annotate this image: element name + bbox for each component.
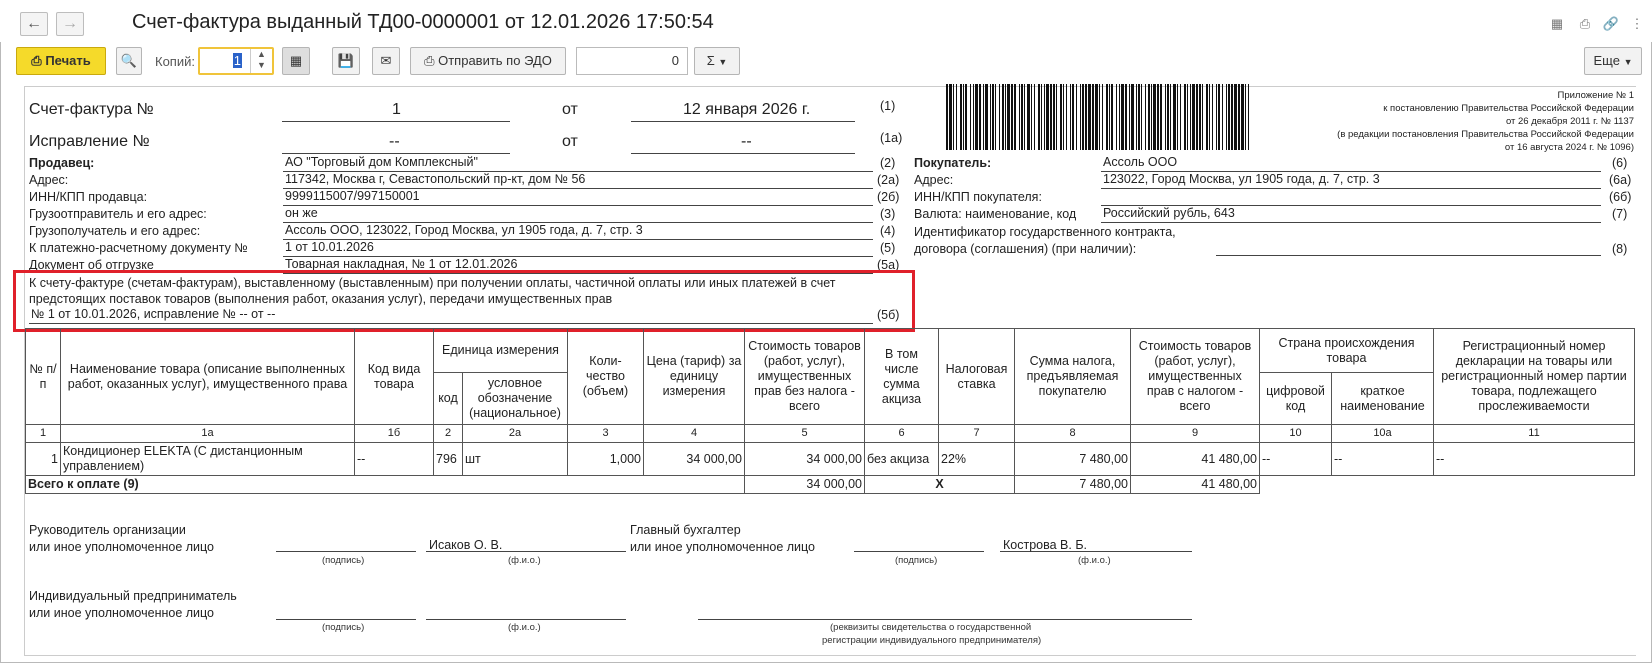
sum-field[interactable]: 0 <box>576 47 688 75</box>
cell-kind-code: -- <box>355 443 434 476</box>
sigma-icon: Σ <box>706 53 715 68</box>
barcode-bar <box>1125 84 1127 150</box>
col-number: 2 <box>434 425 463 443</box>
barcode-bar <box>1199 84 1201 150</box>
code-5b: (5б) <box>877 308 900 322</box>
barcode-bar <box>1226 84 1227 150</box>
barcode-bar <box>1209 84 1210 150</box>
arrow-right-icon[interactable]: → <box>56 12 84 36</box>
buyer-inn-label: ИНН/КПП покупателя: <box>914 190 1042 204</box>
barcode-bar <box>1095 84 1098 150</box>
ip-name-line <box>426 619 626 620</box>
head-label-1: Руководитель организации <box>29 523 186 537</box>
shipment-doc-label: Документ об отгрузке <box>29 258 154 272</box>
cell-tax-sum: 7 480,00 <box>1015 443 1131 476</box>
barcode-bar <box>1216 84 1217 150</box>
header-qty: Коли-чество (объем) <box>568 329 644 425</box>
code-6a: (6а) <box>1609 173 1632 187</box>
advance-line-1: К счету-фактуре (счетам-фактурам), выставленному (выставленным) при получении оплаты, частичной оплаты или иных платежей в счет <box>29 276 836 290</box>
barcode-bar <box>1080 84 1081 150</box>
code-3: (3) <box>880 207 896 221</box>
copies-label: Копий: <box>155 54 195 69</box>
barcode-bar <box>1063 84 1064 150</box>
barcode-bar <box>1141 84 1142 150</box>
barcode-bar <box>1222 84 1223 150</box>
cell-cost-with-tax: 41 480,00 <box>1131 443 1260 476</box>
barcode-bar <box>1145 84 1146 150</box>
barcode-bar <box>1024 84 1025 150</box>
cell-reg-number: -- <box>1434 443 1635 476</box>
note-line: (в редакции постановления Правительства Российской Федерации <box>1337 129 1634 140</box>
barcode-bar <box>1131 84 1134 150</box>
contract-value-line <box>1216 255 1601 256</box>
print-label: Печать <box>45 53 91 68</box>
barcode-bar <box>975 84 978 150</box>
barcode-bar <box>1121 84 1124 150</box>
cell-unit-code: 796 <box>434 443 463 476</box>
header-country-name: краткое наименование <box>1332 373 1434 425</box>
table-settings-icon[interactable]: ▦ <box>282 47 310 75</box>
barcode-bar <box>965 84 967 150</box>
sum-dropdown[interactable] <box>694 47 740 75</box>
barcode-bar <box>1173 84 1176 150</box>
col-number: 1 <box>26 425 61 443</box>
barcode-bar <box>949 84 952 150</box>
buyer-address-label: Адрес: <box>914 173 954 187</box>
barcode-bar <box>1180 84 1181 150</box>
barcode-bar <box>1044 84 1045 150</box>
barcode-bar <box>979 84 981 150</box>
shipment-doc-value: Товарная накладная, № 1 от 12.01.2026 <box>283 257 873 274</box>
ip-fio-caption: (ф.и.о.) <box>508 622 541 633</box>
consignee-label: Грузополучатель и его адрес: <box>29 224 201 238</box>
barcode-bar <box>995 84 996 150</box>
accountant-label-1: Главный бухгалтер <box>630 523 741 537</box>
more-button[interactable] <box>1584 47 1642 75</box>
code-4: (4) <box>880 224 896 238</box>
barcode-bar <box>953 84 954 150</box>
code-7: (7) <box>1612 207 1628 221</box>
contract-label-1: Идентификатор государственного контракта, <box>914 225 1176 239</box>
barcode-bar <box>1111 84 1113 150</box>
barcode-bar <box>1160 84 1162 150</box>
more-icon[interactable]: ⋮ <box>1630 16 1644 31</box>
ip-label-1: Индивидуальный предприниматель <box>29 589 237 603</box>
head-sign-caption: (подпись) <box>322 555 365 566</box>
head-label-2: или иное уполномоченное лицо <box>29 540 215 554</box>
head-name: Исаков О. В. <box>429 538 503 552</box>
ip-cert-line <box>698 619 1192 620</box>
payment-doc-label: К платежно-расчетному документу № <box>29 241 248 255</box>
seller-value: АО "Торговый дом Комплексный" <box>283 155 873 172</box>
barcode-bar <box>1060 84 1062 150</box>
header-tax-sum: Сумма налога, предъявляемая покупателю <box>1015 329 1131 425</box>
header-unit-code: код <box>434 373 463 425</box>
cell-qty: 1,000 <box>568 443 644 476</box>
goods-table <box>25 328 1635 494</box>
header-tax-rate: Налоговая ставка <box>939 329 1015 425</box>
col-number: 1а <box>61 425 355 443</box>
correction-number-line <box>282 153 510 154</box>
invoice-number-line <box>282 121 510 122</box>
code-2b: (2б) <box>877 190 900 204</box>
barcode-bar <box>1034 84 1035 150</box>
preview-icon[interactable]: 🔍 <box>116 47 142 75</box>
consignee-value: Ассоль ООО, 123022, Город Москва, ул 1905 года, д. 7, стр. 3 <box>283 223 873 240</box>
code-5a: (5а) <box>877 258 900 272</box>
barcode-image <box>946 84 1252 150</box>
note-line: Приложение № 1 <box>1557 90 1634 101</box>
seller-address-value: 117342, Москва г, Севастопольский пр-кт, дом № 56 <box>283 172 873 189</box>
copies-value: 1 <box>233 53 241 68</box>
from-label: от <box>562 101 578 118</box>
barcode-bar <box>992 84 994 150</box>
edo-icon: ⎙ <box>424 53 435 68</box>
barcode-bar <box>1007 84 1010 150</box>
col-number: 2а <box>463 425 568 443</box>
table-row <box>26 443 1635 476</box>
accountant-fio-caption: (ф.и.о.) <box>1078 555 1111 566</box>
barcode-bar <box>946 84 948 150</box>
barcode-bar <box>1212 84 1213 150</box>
barcode-bar <box>1196 84 1198 150</box>
total-with-tax: 41 480,00 <box>1131 476 1260 494</box>
ip-cert-caption-1: (реквизиты свидетельства о государственной <box>830 622 1032 633</box>
arrow-left-icon[interactable]: ← <box>20 12 48 36</box>
note-line: от 16 августа 2024 г. № 1096) <box>1504 142 1634 153</box>
barcode-bar <box>1099 84 1100 150</box>
code-8: (8) <box>1612 242 1628 256</box>
barcode-bar <box>1082 84 1084 150</box>
code-6: (6) <box>1612 156 1628 170</box>
seller-label: Продавец: <box>29 156 95 170</box>
accountant-sign-caption: (подпись) <box>895 555 938 566</box>
seller-address-label: Адрес: <box>29 173 69 187</box>
col-number: 3 <box>568 425 644 443</box>
contract-label-2: договора (соглашения) (при наличии): <box>914 242 1137 256</box>
barcode-bar <box>1041 84 1042 150</box>
accountant-sign-line <box>854 551 984 552</box>
barcode-bar <box>1031 84 1032 150</box>
cell-unit-name: шт <box>463 443 568 476</box>
barcode-bar <box>1070 84 1071 150</box>
mail-icon[interactable]: ✉ <box>372 47 400 75</box>
header-excise: В том числе сумма акциза <box>865 329 939 425</box>
send-edo-label: Отправить по ЭДО <box>438 53 552 68</box>
buyer-address-value: 123022, Город Москва, ул 1905 года, д. 7, стр. 3 <box>1101 172 1601 189</box>
barcode-bar <box>1021 84 1023 150</box>
total-excise: X <box>865 476 1015 494</box>
ip-sign-caption: (подпись) <box>322 622 365 633</box>
total-cost-no-tax: 34 000,00 <box>745 476 865 494</box>
window-title: Счет-фактура выданный ТД00-0000001 от 12.01.2026 17:50:54 <box>132 11 714 33</box>
barcode-bar <box>1011 84 1013 150</box>
shipper-value: он же <box>283 206 873 223</box>
col-number: 11 <box>1434 425 1635 443</box>
buyer-value: Ассоль ООО <box>1101 155 1601 172</box>
code-2: (2) <box>880 156 896 170</box>
save-icon[interactable]: ▦ <box>1550 16 1564 31</box>
barcode-bar <box>1088 84 1091 150</box>
table-header-row <box>26 329 1635 373</box>
code-1a: (1а) <box>880 131 903 145</box>
barcode-bar <box>1092 84 1094 150</box>
barcode-bar <box>960 84 962 150</box>
payment-doc-value: 1 от 10.01.2026 <box>283 240 873 257</box>
barcode-bar <box>1116 84 1117 150</box>
accountant-label-2: или иное уполномоченное лицо <box>630 540 816 554</box>
title-bar <box>0 0 1652 42</box>
invoice-date-line <box>631 121 855 122</box>
barcode-bar <box>1027 84 1030 150</box>
barcode-bar <box>1038 84 1040 150</box>
col-number: 6 <box>865 425 939 443</box>
more-label: Еще <box>1593 53 1620 68</box>
print-button[interactable] <box>16 47 106 75</box>
barcode-bar <box>1066 84 1067 150</box>
barcode-bar <box>973 84 974 150</box>
code-2a: (2а) <box>877 173 900 187</box>
col-number: 1б <box>355 425 434 443</box>
barcode-bar <box>1148 84 1150 150</box>
barcode-bar <box>1138 84 1140 150</box>
header-cost-with-tax: Стоимость товаров (работ, услуг), имущественных прав с налогом - всего <box>1131 329 1260 425</box>
advance-line-2: предстоящих поставок товаров (выполнения работ, оказания услуг), передачи имущественных прав <box>29 292 613 306</box>
barcode-bar <box>970 84 971 150</box>
printer-icon: ⎙ <box>31 53 42 68</box>
toolbar <box>0 44 1652 78</box>
code-5: (5) <box>880 241 896 255</box>
barcode-bar <box>1136 84 1137 150</box>
col-number: 9 <box>1131 425 1260 443</box>
cell-price: 34 000,00 <box>644 443 745 476</box>
note-line: от 26 декабря 2011 г. № 1137 <box>1505 116 1634 127</box>
cell-name: Кондиционер ELEKTA (С дистанционным управлением) <box>61 443 355 476</box>
barcode-bar <box>1151 84 1152 150</box>
correction-date: -- <box>741 133 752 150</box>
barcode-bar <box>1157 84 1159 150</box>
cell-excise: без акциза <box>865 443 939 476</box>
legal-note <box>1230 89 1634 154</box>
head-fio-caption: (ф.и.о.) <box>508 555 541 566</box>
barcode-bar <box>1050 84 1052 150</box>
ip-cert-caption-2: регистрации индивидуального предпринимателя) <box>822 635 1042 646</box>
code-1: (1) <box>880 99 896 113</box>
correction-from-label: от <box>562 133 578 150</box>
barcode-bar <box>1177 84 1178 150</box>
total-empty <box>1260 476 1635 494</box>
correction-date-line <box>631 153 855 154</box>
advance-value: № 1 от 10.01.2026, исправление № -- от -- <box>29 307 873 324</box>
cell-num: 1 <box>26 443 61 476</box>
cell-tax-rate: 22% <box>939 443 1015 476</box>
invoice-number: 1 <box>392 101 401 118</box>
currency-label: Валюта: наименование, код <box>914 207 1077 221</box>
table-colnum-row <box>26 425 1635 443</box>
barcode-bar <box>1019 84 1020 150</box>
barcode-bar <box>1192 84 1195 150</box>
accountant-name: Кострова В. Б. <box>1003 538 1087 552</box>
barcode-bar <box>1014 84 1016 150</box>
barcode-bar <box>1005 84 1006 150</box>
invoice-label: Счет-фактура № <box>29 101 154 118</box>
col-number: 5 <box>745 425 865 443</box>
note-line: к постановлению Правительства Российской Федерации <box>1383 103 1634 114</box>
ip-sign-line <box>276 619 416 620</box>
header-kind-code: Код вида товара <box>355 329 434 425</box>
barcode-bar <box>1076 84 1077 150</box>
barcode-bar <box>1184 84 1186 150</box>
barcode-bar <box>983 84 984 150</box>
barcode-bar <box>1046 84 1049 150</box>
barcode-bar <box>956 84 957 150</box>
barcode-bar <box>1072 84 1074 150</box>
barcode-bar <box>1165 84 1166 150</box>
seller-inn-label: ИНН/КПП продавца: <box>29 190 148 204</box>
barcode-bar <box>1056 84 1057 150</box>
header-price: Цена (тариф) за единицу измерения <box>644 329 745 425</box>
header-country-code: цифровой код <box>1260 373 1332 425</box>
barcode-bar <box>1053 84 1055 150</box>
head-sign-line <box>276 551 416 552</box>
cell-country-code: -- <box>1260 443 1332 476</box>
barcode-bar <box>1153 84 1156 150</box>
barcode-bar <box>1109 84 1110 150</box>
barcode-bar <box>990 84 991 150</box>
copies-input[interactable] <box>198 47 274 75</box>
chevron-down-icon: ▼ <box>1623 57 1633 67</box>
barcode-bar <box>1170 84 1171 150</box>
cell-country-name: -- <box>1332 443 1434 476</box>
col-number: 8 <box>1015 425 1131 443</box>
barcode-bar <box>999 84 1000 150</box>
buyer-label: Покупатель: <box>914 156 992 170</box>
header-reg-number: Регистрационный номер декларации на товары или регистрационный номер партии товара, подлежащего прослеживаемости <box>1434 329 1635 425</box>
total-tax: 7 480,00 <box>1015 476 1131 494</box>
barcode-bar <box>1106 84 1108 150</box>
barcode-bar <box>985 84 988 150</box>
send-edo-button[interactable] <box>410 47 566 75</box>
currency-value: Российский рубль, 643 <box>1101 206 1601 223</box>
correction-number: -- <box>389 133 400 150</box>
barcode-bar <box>1002 84 1004 150</box>
copies-stepper[interactable]: ▲ ▼ <box>250 49 272 73</box>
seller-inn-value: 9999115007/997150001 <box>283 189 873 206</box>
barcode-bar <box>1218 84 1220 150</box>
header-cost-no-tax: Стоимость товаров (работ, услуг), имущественных прав без налога - всего <box>745 329 865 425</box>
barcode-bar <box>1129 84 1130 150</box>
header-unit: Единица измерения <box>434 329 568 373</box>
header-num: № п/п <box>26 329 61 425</box>
barcode-bar <box>1167 84 1169 150</box>
invoice-date: 12 января 2026 г. <box>683 101 811 118</box>
barcode-bar <box>1102 84 1103 150</box>
barcode-bar <box>1190 84 1191 150</box>
printer-icon[interactable]: ⎙ <box>1579 16 1591 31</box>
correction-label: Исправление № <box>29 133 150 150</box>
ip-label-2: или иное уполномоченное лицо <box>29 606 215 620</box>
col-number: 10а <box>1332 425 1434 443</box>
chevron-down-icon: ▼ <box>718 57 728 67</box>
link-icon[interactable]: 🔗 <box>1602 16 1620 31</box>
col-number: 4 <box>644 425 745 443</box>
total-label: Всего к оплате (9) <box>26 476 745 494</box>
code-6b: (6б) <box>1609 190 1632 204</box>
header-country: Страна происхождения товара <box>1260 329 1434 373</box>
cell-cost-no-tax: 34 000,00 <box>745 443 865 476</box>
barcode-bar <box>1206 84 1208 150</box>
barcode-bar <box>1202 84 1203 150</box>
save-disk-icon[interactable]: 💾 <box>332 47 360 75</box>
col-number: 10 <box>1260 425 1332 443</box>
header-unit-name: условное обозначение (национальное) <box>463 373 568 425</box>
buyer-inn-value <box>1101 189 1601 206</box>
barcode-bar <box>1119 84 1120 150</box>
header-name: Наименование товара (описание выполненных работ, оказанных услуг), имущественного права <box>61 329 355 425</box>
barcode-bar <box>1085 84 1087 150</box>
col-number: 7 <box>939 425 1015 443</box>
barcode-bar <box>963 84 964 150</box>
shipper-label: Грузоотправитель и его адрес: <box>29 207 207 221</box>
barcode-bar <box>1187 84 1188 150</box>
highlight-frame <box>13 270 915 332</box>
table-total-row <box>26 476 1635 494</box>
